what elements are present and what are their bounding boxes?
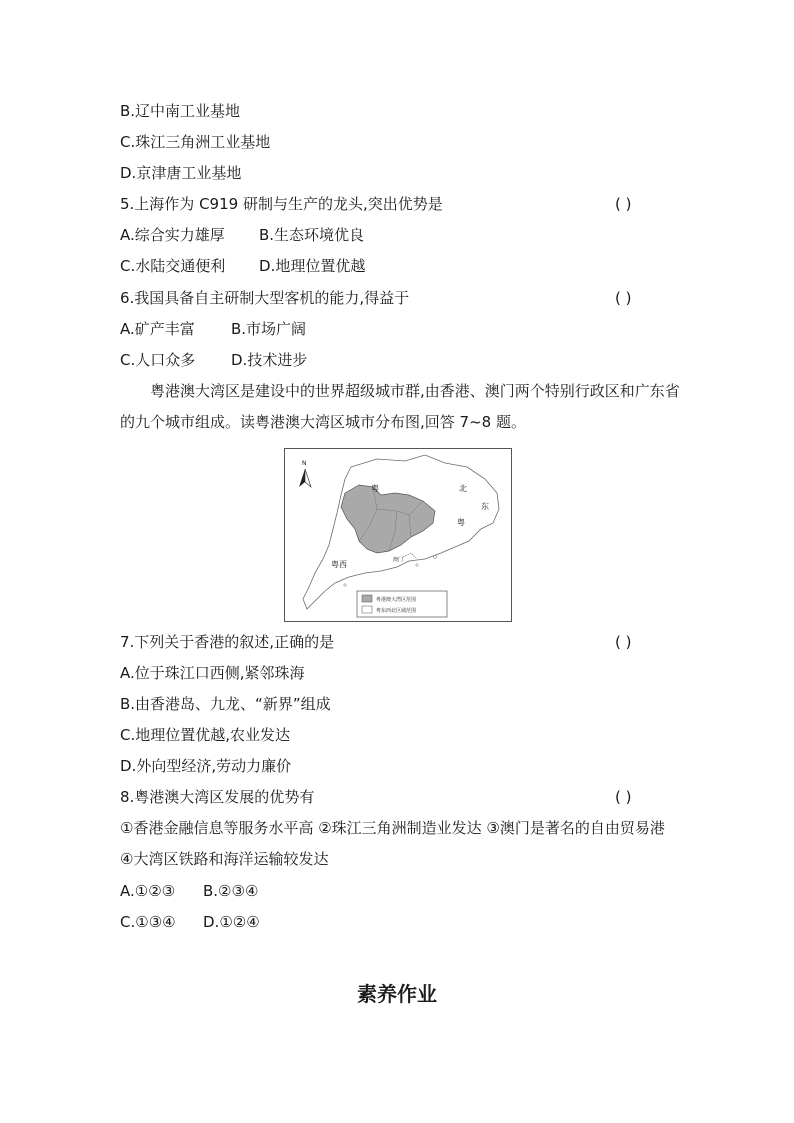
label-dong: 东 xyxy=(481,502,489,511)
label-bei: 北 xyxy=(459,484,467,493)
q6-answer-paren: ( ) xyxy=(615,289,632,307)
q7-option-a: A.位于珠江口西侧,紧邻珠海 xyxy=(120,664,305,682)
map-graphic xyxy=(285,449,511,621)
q8-statements: ①香港金融信息等服务水平高 ②珠江三角洲制造业发达 ③澳门是著名的自由贸易港 ④大湾区铁路和海洋运输较发达 xyxy=(120,819,665,868)
q8-option-b: B.②③④ xyxy=(203,882,259,900)
q6-option-c: C.人口众多 xyxy=(120,351,196,369)
section-heading: 素养作业 xyxy=(357,982,437,1006)
q7-option-c: C.地理位置优越,农业发达 xyxy=(120,726,291,744)
q6-option-a: A.矿产丰富 xyxy=(120,320,195,338)
q6-stem: 6.我国具备自主研制大型客机的能力,得益于 xyxy=(120,289,410,307)
q4-option-c: C.珠江三角洲工业基地 xyxy=(120,133,271,151)
q8-answer-paren: ( ) xyxy=(615,788,632,806)
q8-option-c: C.①③④ xyxy=(120,913,176,931)
label-macau: 澳门 xyxy=(393,557,404,563)
label-yue-north: 粤 xyxy=(371,484,379,493)
q7-option-b: B.由香港岛、九龙、“新界”组成 xyxy=(120,695,331,713)
q4-option-d: D.京津唐工业基地 xyxy=(120,164,242,182)
q6-option-b: B.市场广阔 xyxy=(231,320,307,338)
q5-option-d: D.地理位置优越 xyxy=(259,257,366,275)
greater-bay-area-map xyxy=(284,448,512,622)
label-yue-east: 粤 xyxy=(457,518,465,527)
map-legend xyxy=(357,591,447,617)
q8-stem: 8.粤港澳大湾区发展的优势有 xyxy=(120,788,315,806)
q6-option-d: D.技术进步 xyxy=(231,351,308,369)
reading-passage: 粤港澳大湾区是建设中的世界超级城市群,由香港、澳门两个特别行政区和广东省的九个城市组成。读粤港澳大湾区城市分布图,回答 7~8 题。 xyxy=(120,382,680,431)
q5-stem: 5.上海作为 C919 研制与生产的龙头,突出优势是 xyxy=(120,195,443,213)
q4-option-b: B.辽中南工业基地 xyxy=(120,102,241,120)
q7-answer-paren: ( ) xyxy=(615,633,632,651)
q5-answer-paren: ( ) xyxy=(615,195,632,213)
label-yuexi: 粤西 xyxy=(331,560,347,569)
q8-option-d: D.①②④ xyxy=(203,913,260,931)
q8-option-a: A.①②③ xyxy=(120,882,176,900)
q5-option-b: B.生态环境优良 xyxy=(259,226,365,244)
q5-option-a: A.综合实力雄厚 xyxy=(120,226,225,244)
north-label: N xyxy=(302,460,307,467)
q7-stem: 7.下列关于香港的叙述,正确的是 xyxy=(120,633,335,651)
legend-other: 粤东西北区域范围 xyxy=(376,608,417,614)
north-arrow-icon xyxy=(299,469,311,487)
legend-bay-area: 粤港澳大湾区范围 xyxy=(376,597,417,603)
q7-option-d: D.外向型经济,劳动力廉价 xyxy=(120,757,292,775)
q5-option-c: C.水陆交通便利 xyxy=(120,257,226,275)
